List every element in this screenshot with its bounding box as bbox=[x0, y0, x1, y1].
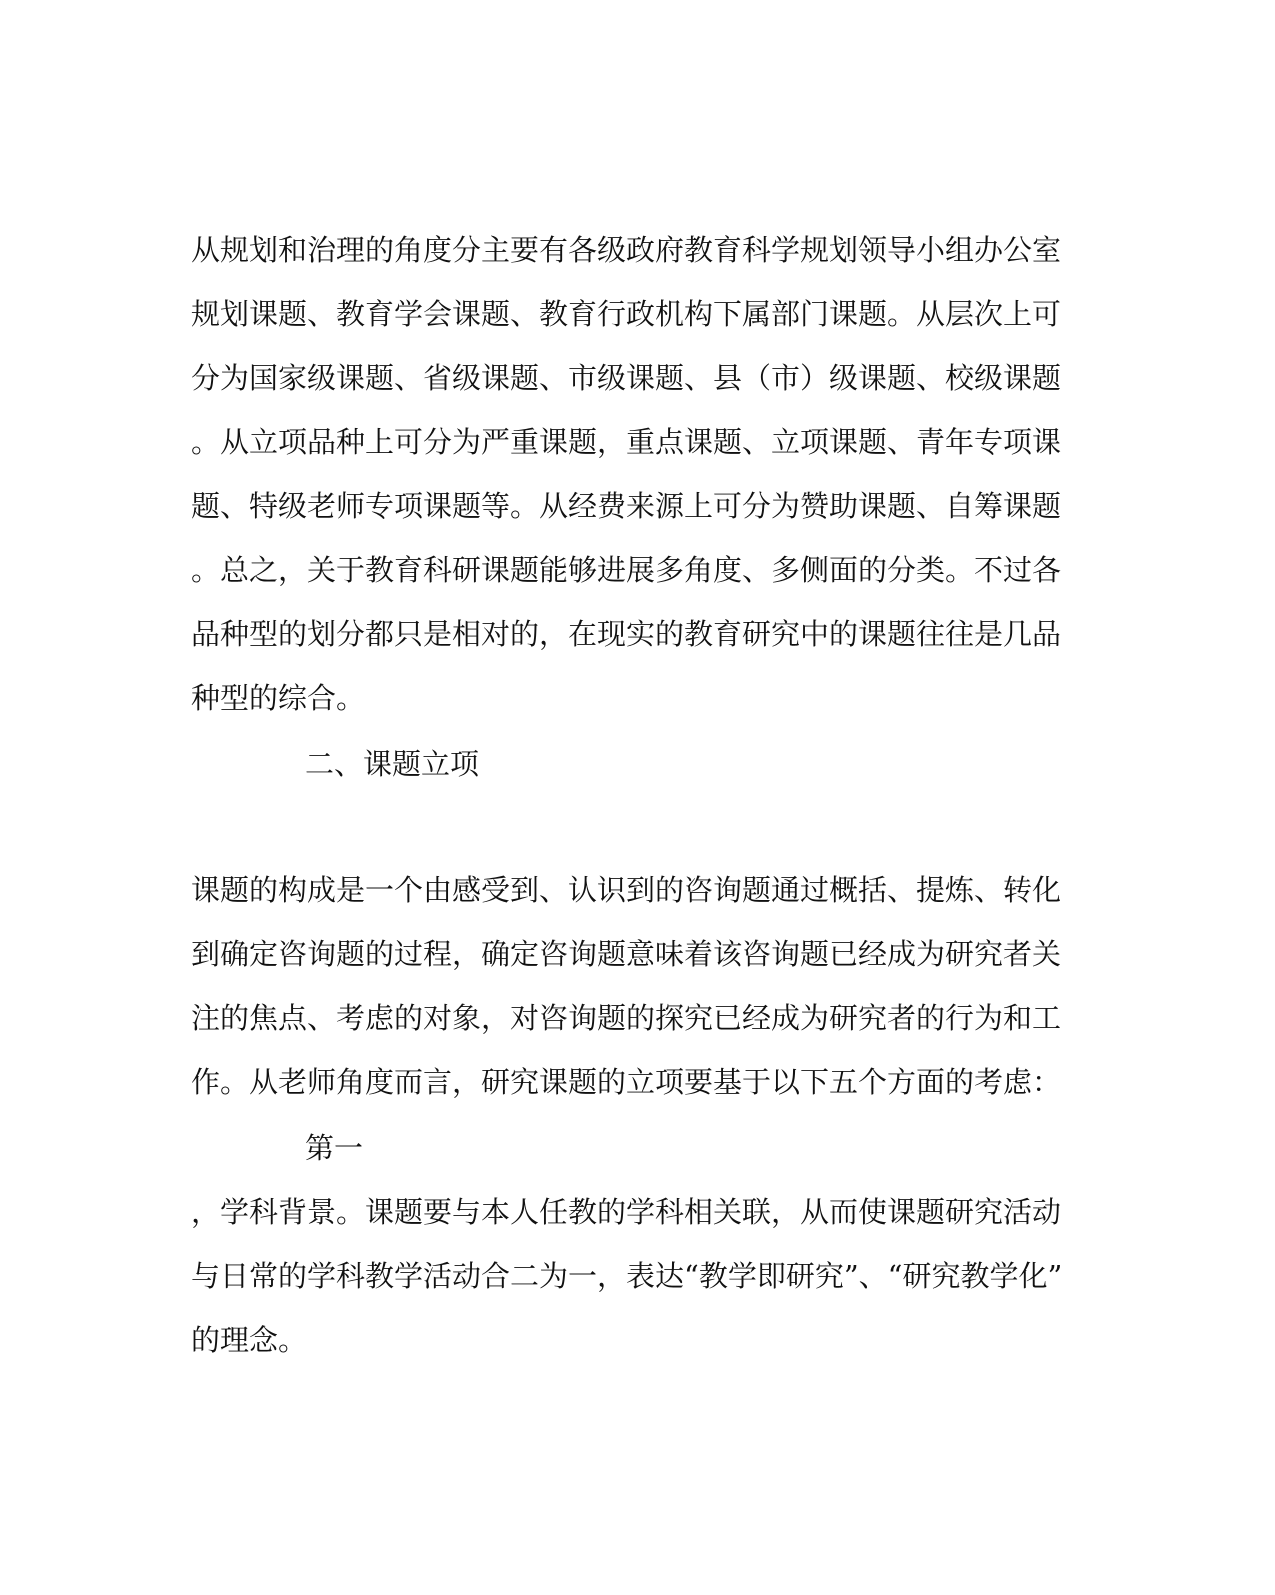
paragraph-line: 分为国家级课题、省级课题、市级课题、县（市）级课题、校级课题 bbox=[191, 361, 1062, 395]
paragraph-line: 与日常的学科教学活动合二为一，表达“教学即研究”、“研究教学化” bbox=[191, 1259, 1063, 1293]
paragraph-line: 题、特级老师专项课题等。从经费来源上可分为赞助课题、自筹课题 bbox=[191, 489, 1062, 523]
paragraph-line: 种型的综合。 bbox=[191, 681, 366, 715]
paragraph-line: 到确定咨询题的过程，确定咨询题意味着该咨询题已经成为研究者关 bbox=[191, 937, 1062, 971]
paragraph-line: 从规划和治理的角度分主要有各级政府教育科学规划领导小组办公室 bbox=[191, 233, 1062, 267]
paragraph-line: 。从立项品种上可分为严重课题，重点课题、立项课题、青年专项课 bbox=[191, 425, 1062, 459]
item-label: 第一 bbox=[305, 1131, 364, 1165]
paragraph-line: 课题的构成是一个由感受到、认识到的咨询题通过概括、提炼、转化 bbox=[191, 873, 1062, 907]
paragraph-line: 作。从老师角度而言，研究课题的立项要基于以下五个方面的考虑： bbox=[191, 1065, 1062, 1099]
paragraph-line: 。总之，关于教育科研课题能够进展多角度、多侧面的分类。不过各 bbox=[191, 553, 1062, 587]
paragraph-line: 的理念。 bbox=[191, 1323, 308, 1357]
paragraph-line: ，学科背景。课题要与本人任教的学科相关联，从而使课题研究活动 bbox=[191, 1195, 1062, 1229]
section-heading: 二、课题立项 bbox=[305, 747, 480, 781]
paragraph-line: 规划课题、教育学会课题、教育行政机构下属部门课题。从层次上可 bbox=[191, 297, 1062, 331]
paragraph-line: 注的焦点、考虑的对象，对咨询题的探究已经成为研究者的行为和工 bbox=[191, 1001, 1062, 1035]
paragraph-line: 品种型的划分都只是相对的，在现实的教育研究中的课题往往是几品 bbox=[191, 617, 1062, 651]
